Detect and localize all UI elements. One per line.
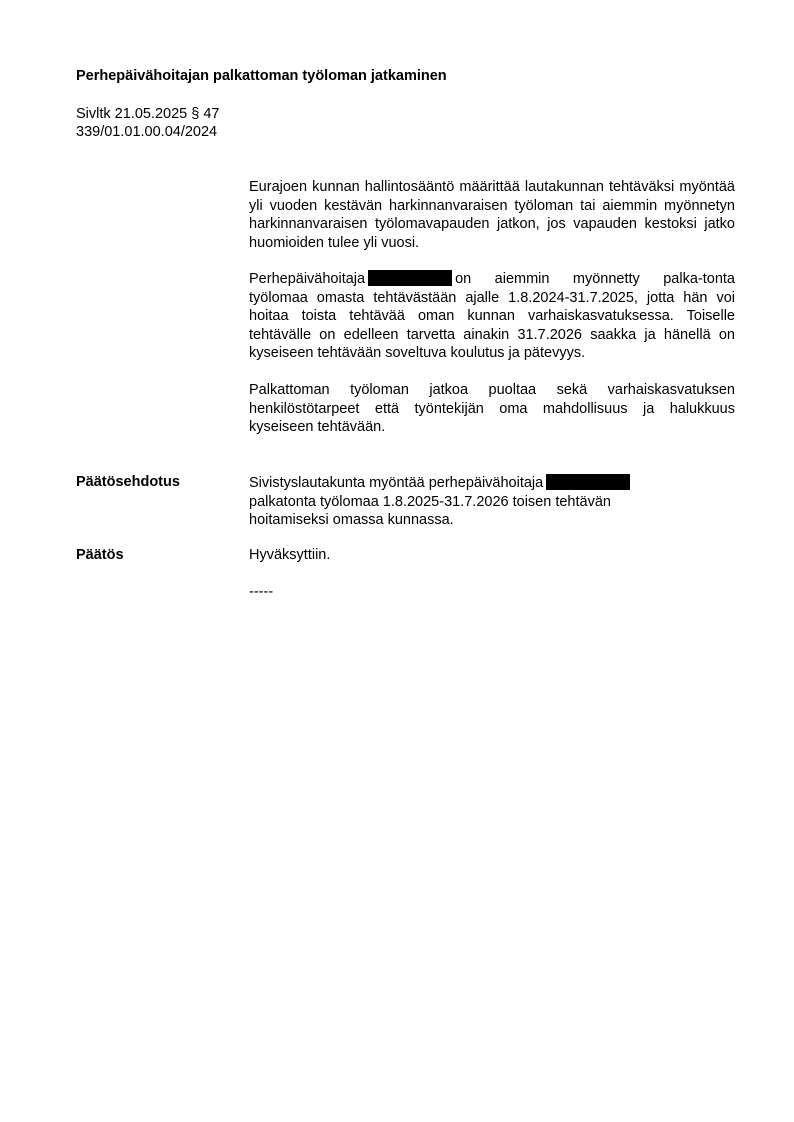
case-number: 339/01.01.00.04/2024: [76, 124, 218, 140]
document-title: Perhepäivähoitajan palkattoman työloman jatkaminen: [76, 68, 447, 84]
proposal-paragraph: [249, 474, 689, 530]
proposal-rest: palkatonta työlomaa 1.8.2025-31.7.2026 toisen tehtävän hoitamiseksi omassa kunnassa.: [249, 493, 611, 528]
proposal-lead: Sivistyslautakunta myöntää perhepäivähoitaja: [249, 475, 544, 491]
paragraph-2: [249, 270, 735, 363]
end-mark: -----: [249, 584, 274, 600]
proposal-label: Päätösehdotus: [76, 474, 180, 490]
proposal-text: [249, 474, 689, 530]
decision-text: Hyväksyttiin.: [249, 547, 331, 563]
paragraph-3: [249, 381, 735, 437]
meeting-reference: Sivltk 21.05.2025 § 47: [76, 106, 220, 122]
paragraph-2-lead: Perhepäivähoitaja: [249, 271, 366, 287]
paragraph-1-text: Eurajoen kunnan hallintosääntö määrittää lautakunnan tehtäväksi myöntää yli vuoden kestävän harkinnanvaraisen työloman tai aiemmin myönnetyn harkinnanvaraisen työlomavapauden jatkon, jos vapauden kestoksi jatko huomioiden tulee yli vuosi.: [249, 179, 735, 251]
document-meta: [76, 105, 220, 141]
paragraph-2-text: [249, 270, 735, 363]
redacted-name: [546, 474, 630, 490]
decision-label: Päätös: [76, 547, 124, 563]
paragraph-2-rest: on aiemmin myönnetty palka-tonta työlomaa omasta tehtävästään ajalle 1.8.2024-31.7.2025, jotta hän voi hoitaa toista tehtävää oman kunnan varhaiskasvatuksessa. Toiselle tehtävälle on edelleen tarvetta ainakin 31.7.2026 saakka ja hänellä on kyseiseen tehtävään soveltuva koulutus ja pätevyys.: [249, 271, 735, 361]
paragraph-1: [249, 178, 735, 252]
redacted-name: [368, 270, 452, 286]
paragraph-3-text: Palkattoman työloman jatkoa puoltaa sekä varhaiskasvatuksen henkilöstötarpeet että työntekijän oma mahdollisuus ja halukkuus kyseiseen tehtävään.: [249, 382, 735, 435]
